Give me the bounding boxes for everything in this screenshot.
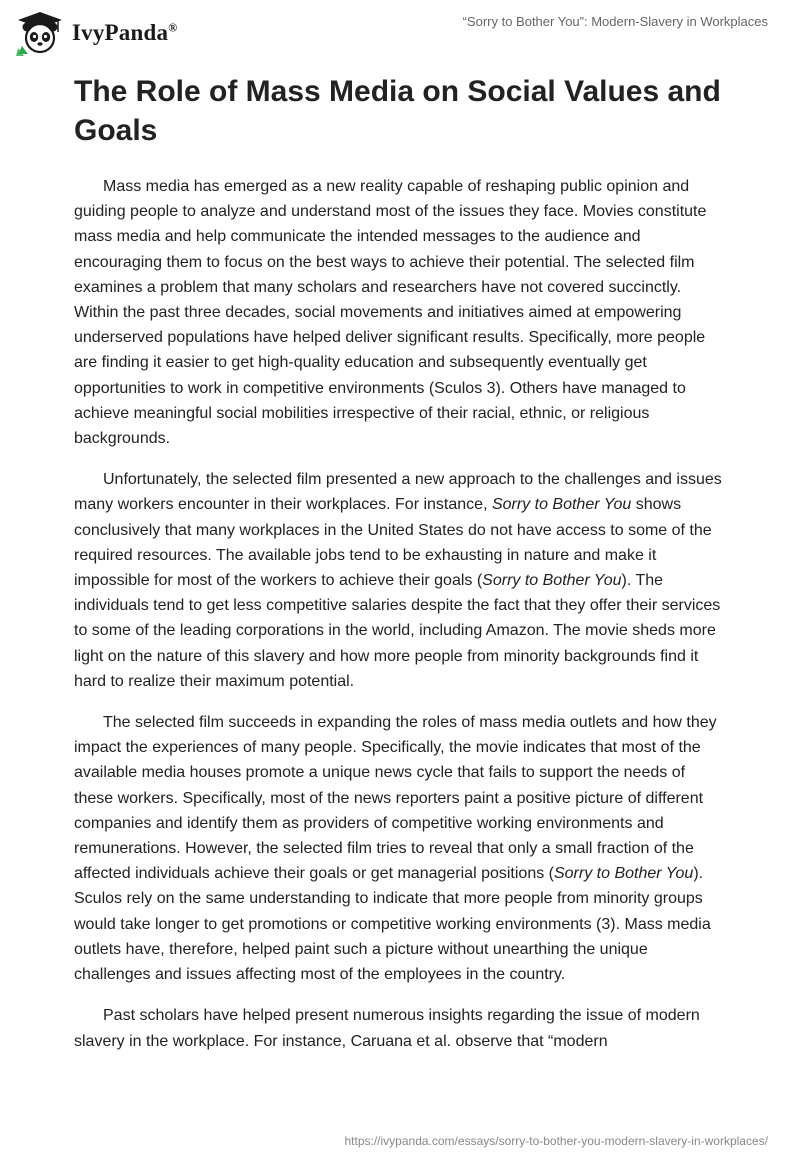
paragraph-4: Past scholars have helped present numerous insights regarding the issue of modern slavery in the workplace. For instance, Caruana et al. observe that “modern <box>74 1007 700 1050</box>
paragraph-2-text-2: shows conclusively that many workplaces in the United States do not have access to some of the required resources. The available jobs tend to be exhausting in nature and make it impossible for most of the workers to achieve their goals ( <box>74 496 712 590</box>
film-title-italic: Sorry to Bother You <box>553 865 694 883</box>
film-title-italic: Sorry to Bother You <box>491 496 632 514</box>
panda-logo-icon <box>14 10 66 56</box>
paragraph-1: Mass media has emerged as a new reality capable of reshaping public opinion and guiding people to analyze and understand most of the issues they face. Movies constitute mass media and help communicate the intended messages to the audience and encouraging them to focus on the best ways to achieve their potential. The selected film examines a problem that many scholars and researchers have not covered succinctly. Within the past three decades, social movements and initiatives aimed at empowering underserved populations have helped deliver significant results. Specifically, more people are finding it easier to get high-quality education and subsequently eventually get opportunities to work in competitive environments (Sculos 3). Others have managed to achieve meaningful social mobilities irrespective of their racial, ethnic, or religious backgrounds. <box>74 178 707 448</box>
page-header <box>0 0 800 64</box>
document-title: “Sorry to Bother You”: Modern-Slavery in Workplaces <box>462 14 768 29</box>
paragraph-3-text-1: The selected film succeeds in expanding the roles of mass media outlets and how they impact the experiences of many people. Specifically, the movie indicates that most of the available media houses promote a unique news cycle that fails to support the needs of these workers. Specifically, most of the news reporters paint a positive picture of different companies and identify them as providers of competitive working environments and remunerations. However, the selected film tries to reveal that only a small fraction of the affected individuals achieve their goals or get managerial positions ( <box>74 714 717 883</box>
registered-mark: ® <box>168 20 178 35</box>
article-heading: The Role of Mass Media on Social Values and Goals <box>74 75 721 147</box>
paragraph-3 <box>74 710 726 987</box>
paragraph-3-text-2: ). Sculos rely on the same understanding to indicate that more people from minority groups would take longer to get promotions or competitive working environments (3). Mass media outlets have, therefore, helped paint such a picture without unearthing the unique challenges and issues affecting most of the employees in the country. <box>74 865 711 984</box>
film-title-italic: Sorry to Bother You <box>482 572 622 590</box>
paragraph-2 <box>74 467 726 694</box>
paragraph-2-text-3: ). The individuals tend to get less competitive salaries despite the fact that they offer their services to some of the leading corporations in the world, including Amazon. The movie sheds more light on the nature of this slavery and how more people from minority backgrounds find it hard to realize their maximum potential. <box>74 572 721 690</box>
ivypanda-logo[interactable] <box>14 10 177 56</box>
source-url[interactable]: https://ivypanda.com/essays/sorry-to-bother-you-modern-slavery-in-workplaces/ <box>344 1134 768 1148</box>
logo-text: IvyPanda <box>72 20 169 45</box>
paragraph-2-text-1: Unfortunately, the selected film presented a new approach to the challenges and issues many workers encounter in their workplaces. For instance, <box>74 471 722 514</box>
article-body <box>74 72 726 1070</box>
